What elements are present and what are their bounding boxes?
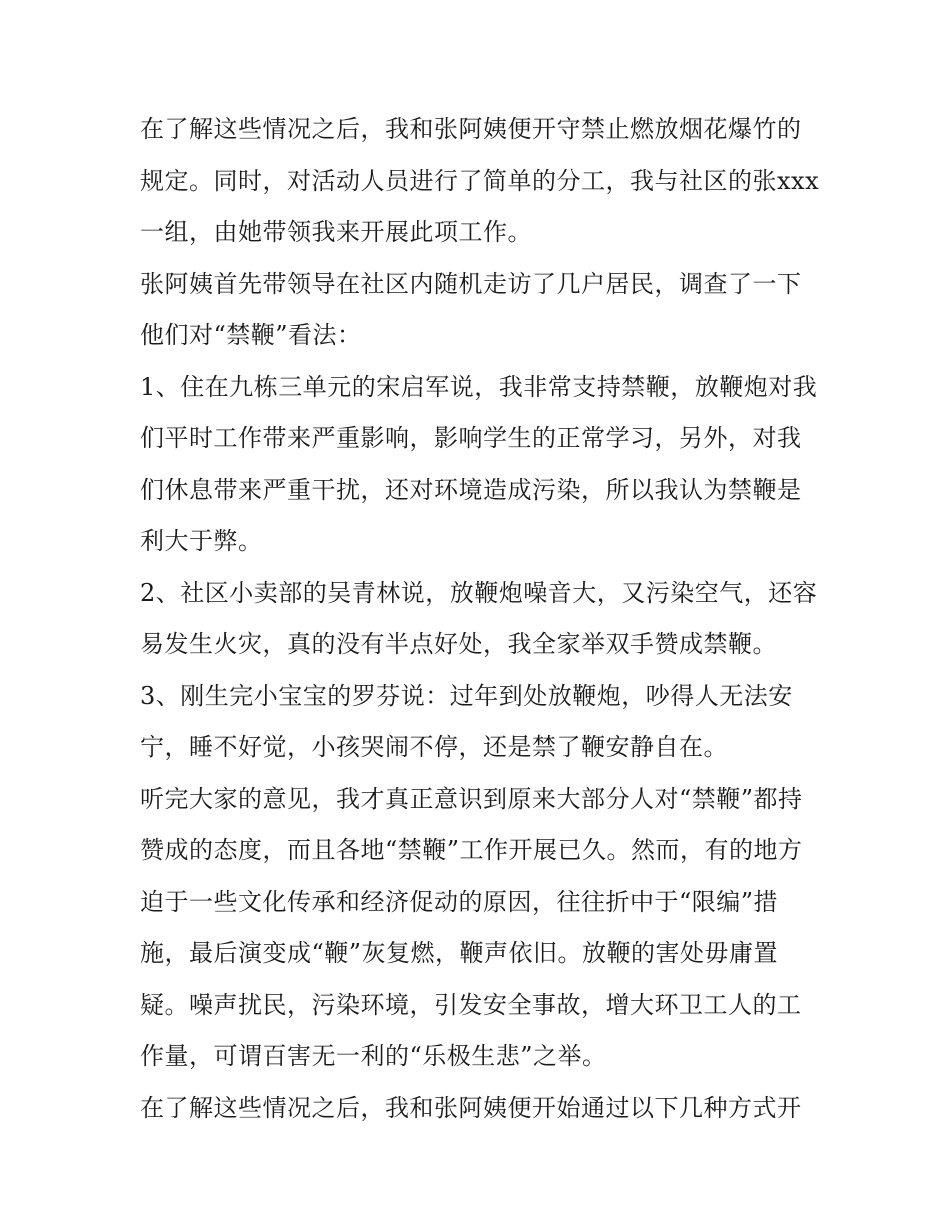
paragraph-reflection: 听完大家的意见，我才真正意识到原来大部分人对“禁鞭”都持赞成的态度，而且各地“禁鞭”工作开展已久。然而，有的地方迫于一些文化传承和经济促动的原因，往往折中于“限编”措施，最后演变成“鞭”灰复燃，鞭声依旧。放鞭的害处毋庸置疑。噪声扰民，污染环境，引发安全事故，增大环卫工人的工作量，可谓百害无一利的“乐极生悲”之举。 (140, 784, 803, 1070)
paragraph-survey: 张阿姨首先带领导在社区内随机走访了几户居民，调查了一下他们对“禁鞭”看法： (140, 269, 802, 349)
paragraph-continuation: 在了解这些情况之后，我和张阿姨便开始通过以下几种方式开 (140, 1093, 802, 1122)
paragraph-opinion-2: 2、社区小卖部的吴青林说，放鞭炮噪音大，又污染空气，还容易发生火灾，真的没有半点好处，我全家举双手赞成禁鞭。 (140, 578, 818, 658)
paragraph-opinion-1: 1、住在九栋三单元的宋启军说，我非常支持禁鞭，放鞭炮对我们平时工作带来严重影响，影响学生的正常学习，另外，对我们休息带来严重干扰，还对环境造成污染，所以我认为禁鞭是利大于弊。 (140, 372, 818, 555)
paragraph-intro: 在了解这些情况之后，我和张阿姨便开守禁止燃放烟花爆竹的规定。同时，对活动人员进行了简单的分工，我与社区的张xxx一组，由她带领我来开展此项工作。 (140, 115, 820, 246)
paragraph-opinion-3: 3、刚生完小宝宝的罗芬说：过年到处放鞭炮，吵得人无法安宁，睡不好觉，小孩哭闹不停，还是禁了鞭安静自在。 (140, 681, 793, 761)
document-body (140, 104, 820, 1134)
